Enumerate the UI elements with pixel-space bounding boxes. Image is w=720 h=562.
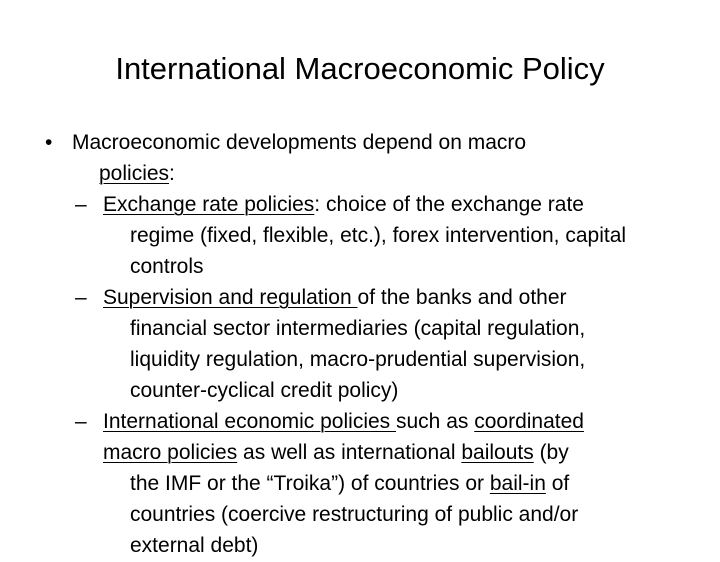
sub-bullet-2-line-2: financial sector intermediaries (capital regulation, xyxy=(130,317,586,340)
sub-bullet-3-marker: – xyxy=(75,410,87,433)
sub-bullet-2-line-1 xyxy=(103,283,567,314)
exchange-rate-policies-term: Exchange rate policies xyxy=(103,193,315,216)
sub-bullet-1-line-2: regime (fixed, flexible, etc.), forex intervention, capital xyxy=(130,224,627,247)
sub-bullet-3-line-2 xyxy=(103,438,569,469)
sub-bullet-1-line-3: controls xyxy=(130,255,204,278)
sub-bullet-3-line-3-b: of xyxy=(545,472,570,495)
sub-bullet-1-marker: – xyxy=(75,193,87,216)
bullet-line-2-rest: : xyxy=(169,162,175,185)
sub-bullet-3-line-1 xyxy=(103,407,584,438)
bullet-line-2 xyxy=(99,159,175,190)
bailouts-term: bailouts xyxy=(461,441,534,464)
slide-title: International Macroeconomic Policy xyxy=(115,51,605,86)
sub-bullet-2-line-4: counter-cyclical credit policy) xyxy=(130,379,399,402)
sub-bullet-3-line-3-a: the IMF or the “Troika”) of countries or xyxy=(130,472,490,495)
sub-bullet-1-line-1-rest: : choice of the exchange rate xyxy=(314,193,584,216)
sub-bullet-2-marker: – xyxy=(75,286,87,309)
sub-bullet-3-line-5: external debt) xyxy=(130,534,259,557)
macro-policies-term: macro policies xyxy=(103,441,238,464)
sub-bullet-3-line-3 xyxy=(130,469,569,500)
bullet-line-1: Macroeconomic developments depend on macro xyxy=(72,131,527,154)
sub-bullet-3-line-2-mid: as well as international xyxy=(237,441,462,464)
bail-in-term: bail-in xyxy=(489,472,546,495)
sub-bullet-3-line-2-rest: (by xyxy=(533,441,569,464)
sub-bullet-1-line-1 xyxy=(103,190,584,221)
sub-bullet-3-line-1-mid: such as xyxy=(396,410,475,433)
bullet-marker: • xyxy=(45,131,53,154)
sub-bullet-2-line-3: liquidity regulation, macro-prudential supervision, xyxy=(130,348,586,371)
sub-bullet-2-line-1-rest: of the banks and other xyxy=(357,286,567,309)
supervision-regulation-term: Supervision and regulation xyxy=(103,286,358,309)
coordinated-term: coordinated xyxy=(474,410,584,433)
policies-term: policies xyxy=(99,162,170,185)
sub-bullet-3-line-4: countries (coercive restructuring of public and/or xyxy=(130,503,579,526)
international-economic-policies-term: International economic policies xyxy=(103,410,396,433)
